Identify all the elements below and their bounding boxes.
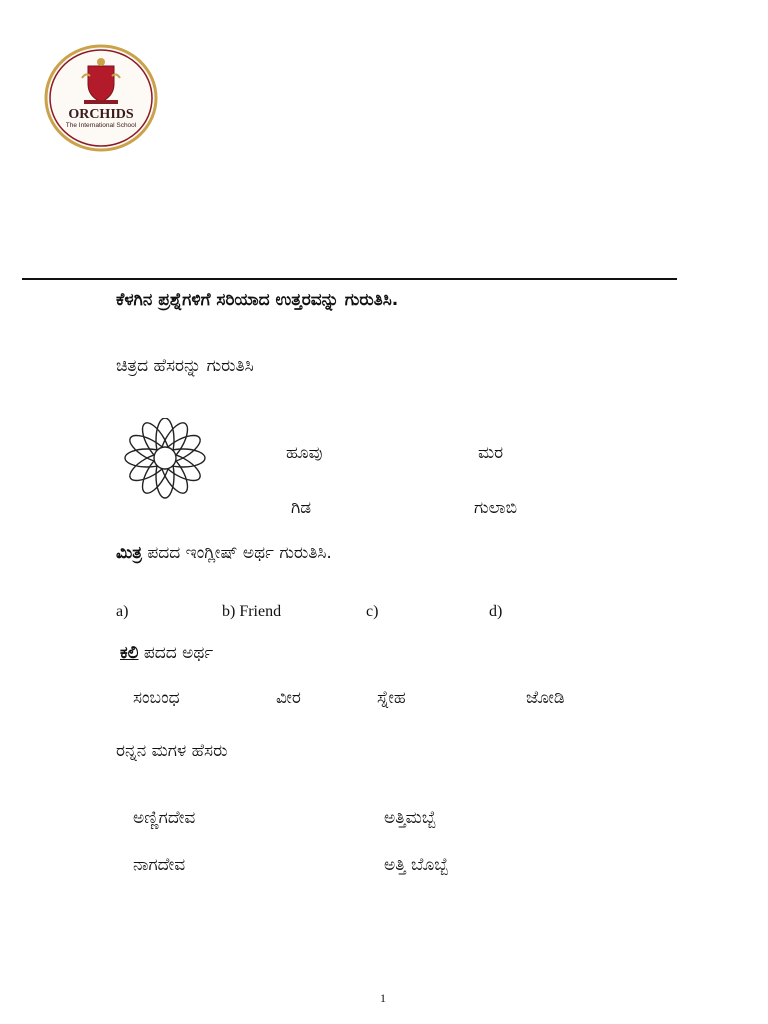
q1-option: ಹೂವು bbox=[286, 443, 323, 463]
q1-option: ಮರ bbox=[478, 443, 504, 463]
header-divider bbox=[22, 278, 677, 280]
q2-option: b) Friend bbox=[222, 603, 282, 620]
q1-prompt: ಚಿತ್ರದ ಹೆಸರನ್ನು ಗುರುತಿಸಿ bbox=[116, 356, 254, 376]
q2-option: a) bbox=[116, 603, 129, 620]
q2-prompt bbox=[116, 543, 332, 563]
q4-option: ಅತ್ತಿಮಬ್ಬೆ bbox=[384, 808, 437, 828]
q3-option: ವೀರ bbox=[276, 688, 301, 708]
q2-prompt-rest: ಪದದ ಇಂಗ್ಲೀಷ್ ಅರ್ಥ ಗುರುತಿಸಿ. bbox=[141, 543, 332, 563]
q3-prompt bbox=[120, 643, 213, 663]
q1-option: ಗುಲಾಬಿ bbox=[474, 498, 518, 518]
q2-word: ಮಿತ್ರ bbox=[116, 543, 142, 563]
logo-name: ORCHIDS bbox=[68, 107, 134, 122]
q3-option: ಸ್ನೇಹ bbox=[377, 688, 406, 708]
page-number: 1 bbox=[380, 991, 386, 1005]
q4-option: ಅತ್ತಿ ಬೊಬ್ಬೆ bbox=[384, 855, 449, 875]
q3-word: ಕಲಿ bbox=[120, 643, 139, 663]
instruction-text: ಕೆಳಗಿನ ಪ್ರಶ್ನೆಗಳಿಗೆ ಸರಿಯಾದ ಉತ್ತರವನ್ನು ಗುರುತಿಸಿ. bbox=[116, 290, 399, 310]
flower-icon bbox=[120, 418, 210, 500]
orchids-logo-icon bbox=[44, 44, 158, 152]
school-logo bbox=[44, 44, 158, 152]
q2-option: d) bbox=[489, 603, 503, 620]
q4-option: ಅಣ್ಣಿಗದೇವ bbox=[133, 808, 196, 828]
logo-tagline: The International School bbox=[65, 122, 137, 129]
q4-prompt: ರನ್ನನ ಮಗಳ ಹೆಸರು bbox=[116, 741, 228, 761]
q3-option: ಸಂಬಂಧ bbox=[133, 688, 180, 708]
q3-prompt-rest: ಪದದ ಅರ್ಥ bbox=[138, 643, 214, 663]
q2-option: c) bbox=[366, 603, 379, 620]
q3-option: ಜೋಡಿ bbox=[526, 688, 565, 708]
q4-option: ನಾಗದೇವ bbox=[133, 855, 186, 875]
q1-option: ಗಿಡ bbox=[291, 498, 312, 518]
